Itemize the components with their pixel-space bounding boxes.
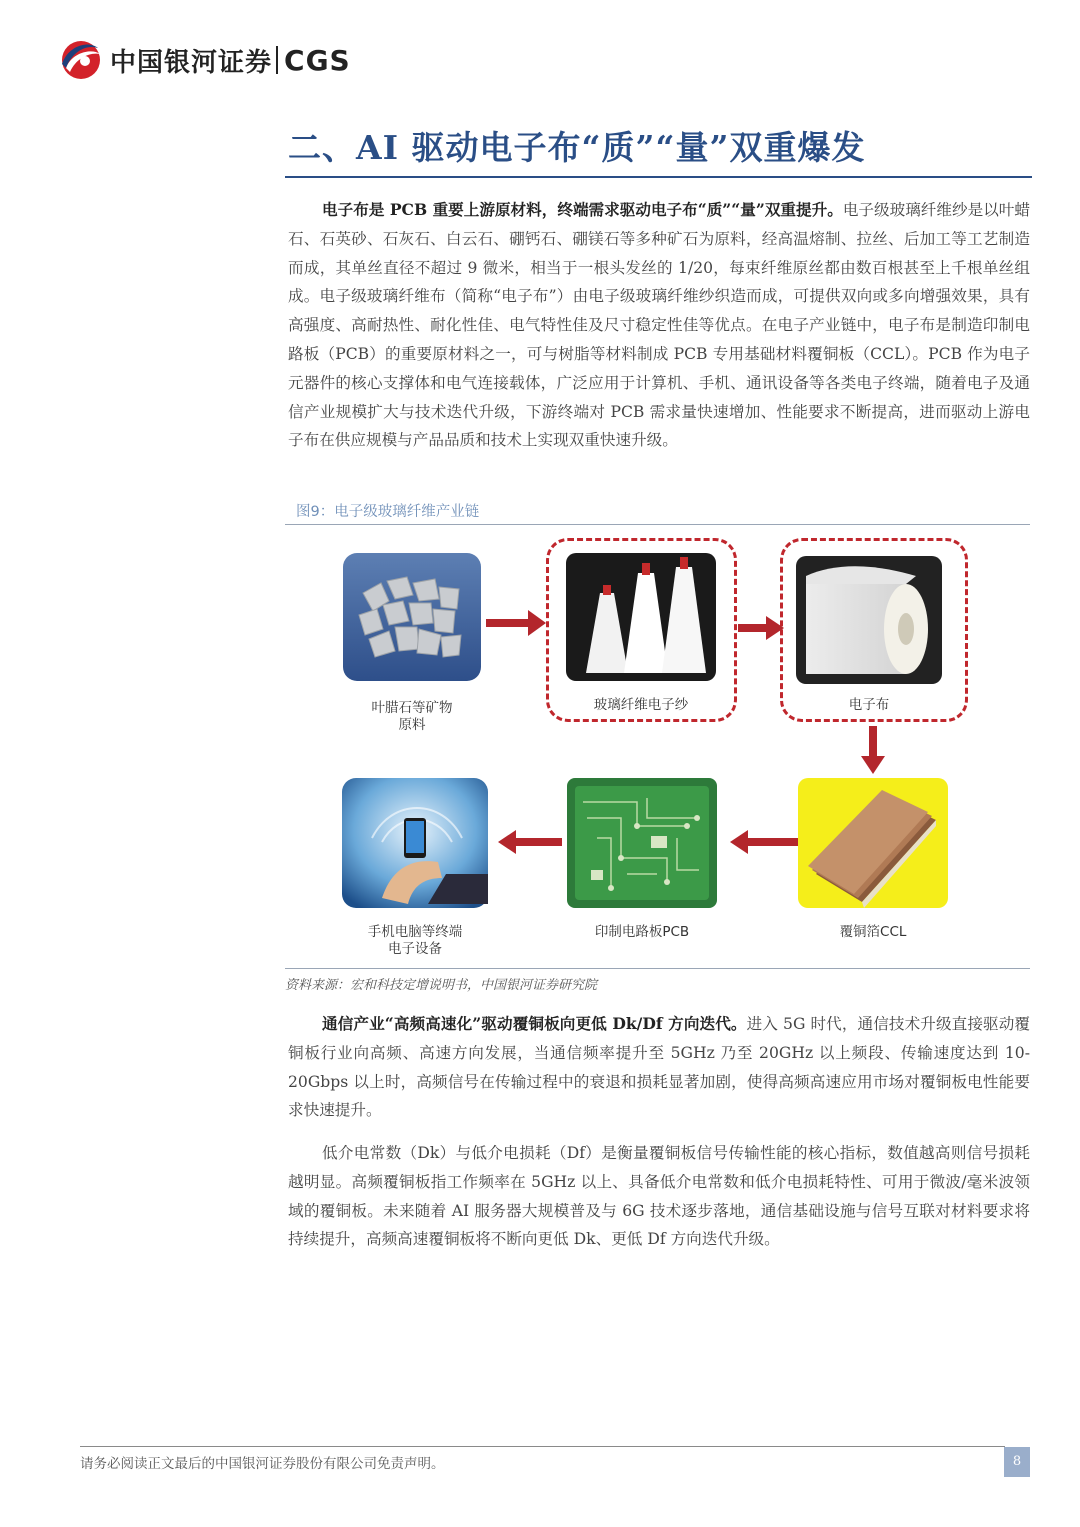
brand-name-en: CGS xyxy=(284,43,351,77)
title-underline xyxy=(285,176,1032,178)
brand-divider xyxy=(276,46,278,74)
brand-logo xyxy=(58,38,351,82)
paragraph-high-frequency xyxy=(288,1010,1030,1125)
arrow-down-icon xyxy=(861,726,885,774)
ccl-image xyxy=(798,778,948,908)
figure-bottom-rule xyxy=(285,968,1030,969)
galaxy-swirl-logo-icon xyxy=(58,38,104,82)
ore-label: 叶腊石等矿物 原料 xyxy=(371,700,453,733)
ore-image xyxy=(343,553,481,681)
cloth-label: 电子布 xyxy=(848,697,890,713)
paragraph-body: 电子级玻璃纤维纱是以叶蜡石、石英砂、石灰石、白云石、硼钙石、硼镁石等多种矿石为原料，经高温熔制、拉丝、后加工等工艺制造而成，其单丝直径不超过 9 微米，相当于一根头发丝的 1/20，每束纤维原丝都由数百根甚至上千根单丝组成。电子级玻璃纤维布（简称“电子布”）由电子级玻璃纤维纱织造而成，可提供双向或多向增强效果，具有高强度、高耐热性、耐化性佳、电气特性佳及尺寸稳定性佳等优点。在电子产业链中，电子布是制造印制电路板（PCB）的重要原材料之一，可与树脂等材料制成 PCB 专用基础材料覆铜板（CCL）。PCB 作为电子元器件的核心支撑体和电气连接载体，广泛应用于计算机、手机、通讯设备等各类电子终端，随着电子及通信产业规模扩大与技术迭代升级，下游终端对 PCB 需求量快速增加、性能要求不断提高，进而驱动上游电子布在供应规模与产品品质和技术上实现双重快速升级。 xyxy=(288,201,1030,450)
figure-caption: 图9：电子级玻璃纤维产业链 xyxy=(296,504,480,520)
footer-rule xyxy=(80,1446,1005,1447)
figure-top-rule xyxy=(285,524,1030,525)
paragraph-body: 进入 5G 时代，通信技术升级直接驱动覆铜板行业向高频、高速方向发展，当通信频率提升至 5GHz 乃至 20GHz 以上频段、传输速度达到 10-20Gbps 以上时，高频信号在传输过程中的衰退和损耗显著加剧，使得高频高速应用市场对覆铜板电性能要求快速提升。 xyxy=(288,1015,1030,1120)
terminal-device-image xyxy=(342,778,488,908)
paragraph-dk-df: 低介电常数（Dk）与低介电损耗（Df）是衡量覆铜板信号传输性能的核心指标，数值越高则信号损耗越明显。高频覆铜板指工作频率在 5GHz 以上、具备低介电常数和低介电损耗特性、可用于微波/毫米波领域的覆铜板。未来随着 AI 服务器大规模普及与 6G 技术逐步落地，通信基础设施与信号互联对材料要求将持续提升，高频高速覆铜板将不断向更低 Dk、更低 Df 方向迭代升级。 xyxy=(288,1144,1030,1249)
arrow-left-icon xyxy=(498,830,562,854)
pcb-image xyxy=(567,778,717,908)
paragraph-lead: 电子布是 PCB 重要上游原材料，终端需求驱动电子布“质”“量”双重提升。 xyxy=(322,200,843,219)
ccl-label: 覆铜箔CCL xyxy=(839,924,907,940)
paragraph-lead: 通信产业“高频高速化”驱动覆铜板向更低 Dk/Df 方向迭代。 xyxy=(322,1014,747,1033)
terminal-device-label: 手机电脑等终端 电子设备 xyxy=(367,924,463,957)
page-number: 8 xyxy=(1004,1447,1030,1477)
cloth-image xyxy=(796,556,942,684)
pcb-label: 印制电路板PCB xyxy=(594,924,690,940)
footer-disclaimer: 请务必阅读正文最后的中国银河证券股份有限公司免责声明。 xyxy=(80,1456,445,1472)
brand-name-cn: 中国银河证券 xyxy=(110,47,273,78)
yarn-label: 玻璃纤维电子纱 xyxy=(593,697,689,713)
paragraph-electronic-cloth xyxy=(288,196,1030,455)
arrow-left-icon xyxy=(730,830,798,854)
arrow-right-icon xyxy=(738,616,784,640)
figure-source: 资料来源：宏和科技定增说明书，中国银河证券研究院 xyxy=(285,978,598,993)
arrow-right-icon xyxy=(486,610,546,636)
section-title: 二、AI 驱动电子布“质”“量”双重爆发 xyxy=(288,128,866,167)
yarn-image xyxy=(566,553,716,681)
